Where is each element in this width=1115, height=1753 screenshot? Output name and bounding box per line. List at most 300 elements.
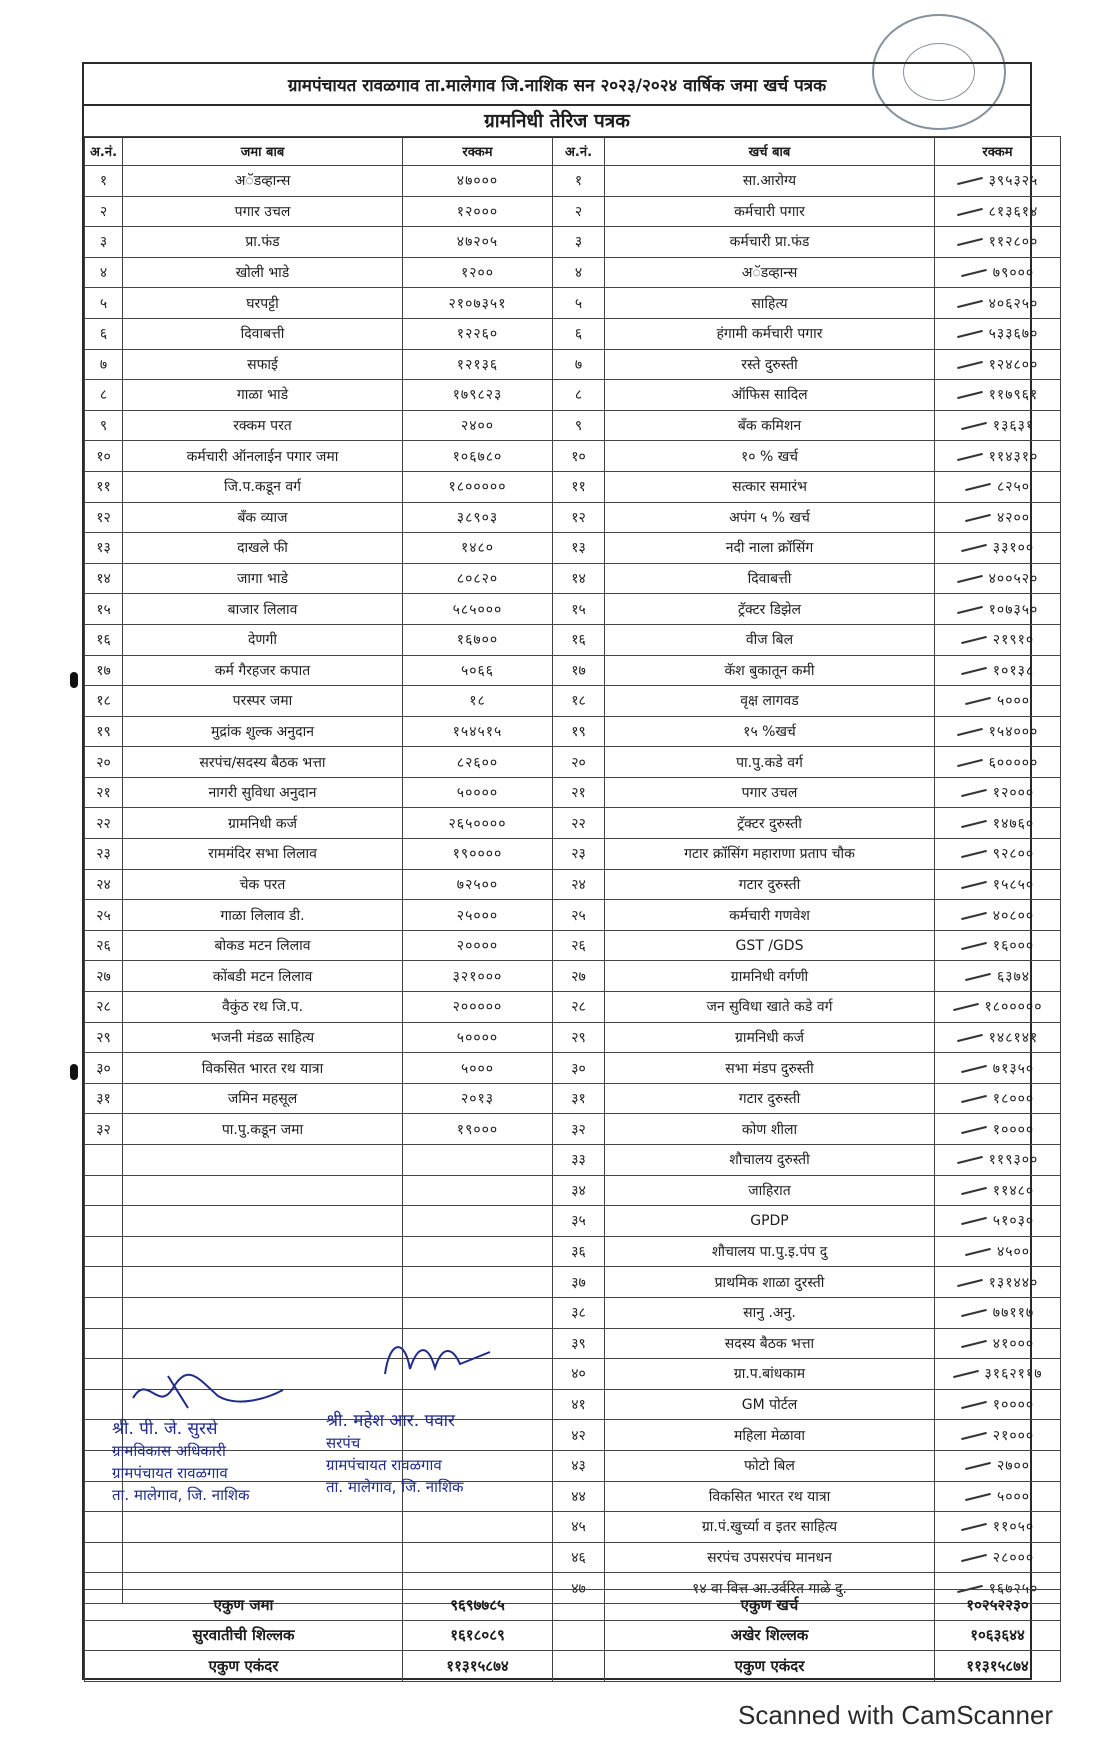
expense-head-cell: गटार क्रॉसिंग महाराणा प्रताप चौक xyxy=(605,839,935,870)
expense-head-cell: सदस्य बैठक भत्ता xyxy=(605,1328,935,1359)
check-tick-mark xyxy=(961,850,987,858)
expense-no-cell: १८ xyxy=(553,686,605,717)
income-no-cell xyxy=(85,1145,123,1176)
income-amount-cell: ५००० xyxy=(403,1053,553,1084)
income-amount-cell: १९००० xyxy=(403,1114,553,1145)
signatory-left-office: ग्रामपंचायत रावळगाव xyxy=(112,1464,228,1482)
expense-no-cell: २७ xyxy=(553,961,605,992)
expense-head-cell: विकसित भारत रथ यात्रा xyxy=(605,1481,935,1512)
expense-amount-cell xyxy=(935,471,1061,502)
income-amount-cell xyxy=(403,1175,553,1206)
expense-amount-cell xyxy=(935,716,1061,747)
expense-amount-value: १४७६० xyxy=(992,815,1035,832)
expense-amount-cell xyxy=(935,288,1061,319)
income-amount-cell: २०१३ xyxy=(403,1083,553,1114)
expense-amount-value: ६००००० xyxy=(988,754,1039,771)
ledger-row xyxy=(85,1175,1061,1206)
expense-amount-cell xyxy=(935,1450,1061,1481)
ledger-row xyxy=(85,777,1061,808)
income-head-cell: विकसित भारत रथ यात्रा xyxy=(123,1053,403,1084)
document-title: ग्रामपंचायत रावळगाव ता.मालेगाव जि.नाशिक सन २०२३/२०२४ वार्षिक जमा खर्च पत्रक xyxy=(84,64,1030,106)
ledger-row xyxy=(85,594,1061,625)
ledger-row xyxy=(85,1083,1061,1114)
expense-head-cell: GPDP xyxy=(605,1206,935,1237)
expense-head-cell: कर्मचारी पगार xyxy=(605,196,935,227)
expense-amount-cell xyxy=(935,930,1061,961)
grand-total-right-value: ११३१५८७४ xyxy=(935,1651,1061,1682)
income-amount-cell: ४७००० xyxy=(403,166,553,197)
income-no-cell xyxy=(85,1236,123,1267)
ledger-row xyxy=(85,1145,1061,1176)
expense-head-cell: GM पोर्टल xyxy=(605,1389,935,1420)
income-amount-cell: २४०० xyxy=(403,410,553,441)
signatory-left-place: ता. मालेगाव, जि. नाशिक xyxy=(112,1486,250,1504)
total-income-label: एकुण जमा xyxy=(85,1590,403,1621)
income-amount-cell xyxy=(403,1206,553,1237)
check-tick-mark xyxy=(961,820,987,828)
expense-amount-value: ४१००० xyxy=(992,1335,1035,1352)
income-head-cell: सरपंच/सदस्य बैठक भत्ता xyxy=(123,747,403,778)
income-amount-cell: २५००० xyxy=(403,900,553,931)
check-tick-mark xyxy=(957,238,983,246)
income-no-cell: ७ xyxy=(85,349,123,380)
income-no-cell xyxy=(85,1206,123,1237)
ledger-row xyxy=(85,655,1061,686)
check-tick-mark xyxy=(961,422,987,430)
income-head-cell: देणगी xyxy=(123,624,403,655)
income-head-cell: दिवाबत्ती xyxy=(123,318,403,349)
expense-no-cell: ३५ xyxy=(553,1206,605,1237)
signature-scrawl-left xyxy=(128,1368,288,1418)
expense-amount-value: २१००० xyxy=(992,1427,1035,1444)
income-amount-cell: २०००० xyxy=(403,930,553,961)
income-no-cell: १९ xyxy=(85,716,123,747)
income-no-cell: २० xyxy=(85,747,123,778)
expense-amount-cell xyxy=(935,166,1061,197)
expense-no-cell: ३९ xyxy=(553,1328,605,1359)
income-head-cell: खोली भाडे xyxy=(123,257,403,288)
header-income-no: अ.नं. xyxy=(85,137,123,166)
income-head-cell xyxy=(123,1206,403,1237)
income-head-cell xyxy=(123,1297,403,1328)
income-head-cell xyxy=(123,1175,403,1206)
expense-amount-cell xyxy=(935,1328,1061,1359)
income-head-cell: गाळा लिलाव डी. xyxy=(123,900,403,931)
income-head-cell: परस्पर जमा xyxy=(123,686,403,717)
income-no-cell: ४ xyxy=(85,257,123,288)
check-tick-mark xyxy=(953,1003,979,1011)
closing-balance-value: १०६३६४४ xyxy=(935,1620,1061,1651)
expense-no-cell: ३० xyxy=(553,1053,605,1084)
income-amount-cell: ३८९०३ xyxy=(403,502,553,533)
expense-amount-value: ८१३६१४ xyxy=(988,203,1039,220)
income-head-cell xyxy=(123,1145,403,1176)
income-amount-cell: १६७०० xyxy=(403,624,553,655)
income-head-cell: दाखले फी xyxy=(123,533,403,564)
income-amount-cell: १२२६० xyxy=(403,318,553,349)
expense-amount-cell xyxy=(935,655,1061,686)
expense-head-cell: शौचालय दुरुस्ती xyxy=(605,1145,935,1176)
check-tick-mark xyxy=(965,483,991,491)
expense-no-cell: ९ xyxy=(553,410,605,441)
income-no-cell: १ xyxy=(85,166,123,197)
income-head-cell xyxy=(123,1512,403,1543)
check-tick-mark xyxy=(961,1217,987,1225)
expense-amount-value: ६३७४ xyxy=(996,968,1031,985)
income-head-cell xyxy=(123,1542,403,1573)
income-amount-cell: १२१३६ xyxy=(403,349,553,380)
expense-head-cell: सभा मंडप दुरुस्ती xyxy=(605,1053,935,1084)
expense-no-cell: २५ xyxy=(553,900,605,931)
ledger-row xyxy=(85,1022,1061,1053)
expense-amount-value: ११४३१० xyxy=(988,448,1039,465)
expense-head-cell: हंगामी कर्मचारी पगार xyxy=(605,318,935,349)
expense-no-cell: ४० xyxy=(553,1359,605,1390)
expense-no-cell: २१ xyxy=(553,777,605,808)
expense-amount-cell xyxy=(935,686,1061,717)
closing-balance-label: अखेर शिल्लक xyxy=(605,1620,935,1651)
income-amount-cell: १८ xyxy=(403,686,553,717)
expense-no-cell: १६ xyxy=(553,624,605,655)
expense-no-cell: ४२ xyxy=(553,1420,605,1451)
expense-amount-value: ४००५२० xyxy=(988,571,1039,588)
income-no-cell: १५ xyxy=(85,594,123,625)
expense-amount-value: ११४८० xyxy=(992,1182,1035,1199)
check-tick-mark xyxy=(957,391,983,399)
expense-no-cell: ६ xyxy=(553,318,605,349)
expense-amount-cell xyxy=(935,1512,1061,1543)
expense-no-cell: ४५ xyxy=(553,1512,605,1543)
ledger-row xyxy=(85,380,1061,411)
check-tick-mark xyxy=(961,789,987,797)
income-no-cell: २८ xyxy=(85,992,123,1023)
ledger-row xyxy=(85,839,1061,870)
income-head-cell xyxy=(123,1328,403,1359)
income-no-cell: ३२ xyxy=(85,1114,123,1145)
expense-no-cell: ३२ xyxy=(553,1114,605,1145)
expense-amount-cell xyxy=(935,1389,1061,1420)
expense-head-cell: १५ %खर्च xyxy=(605,716,935,747)
income-no-cell: १३ xyxy=(85,533,123,564)
expense-no-cell: ११ xyxy=(553,471,605,502)
ledger-row xyxy=(85,166,1061,197)
expense-head-cell: १४ वा वित्त आ.उर्वरित गाळे दु. xyxy=(605,1573,935,1604)
ledger-row xyxy=(85,1328,1061,1359)
income-amount-cell: १८००००० xyxy=(403,471,553,502)
income-head-cell: बाजार लिलाव xyxy=(123,594,403,625)
income-no-cell: ८ xyxy=(85,380,123,411)
income-head-cell: कोंबडी मटन लिलाव xyxy=(123,961,403,992)
income-no-cell: २९ xyxy=(85,1022,123,1053)
income-amount-cell: ८२६०० xyxy=(403,747,553,778)
income-no-cell xyxy=(85,1359,123,1390)
ledger-row xyxy=(85,349,1061,380)
header-expense-no: अ.नं. xyxy=(553,137,605,166)
expense-amount-cell xyxy=(935,318,1061,349)
income-amount-cell xyxy=(403,1267,553,1298)
income-amount-cell: ५८५००० xyxy=(403,594,553,625)
check-tick-mark xyxy=(953,1370,979,1378)
expense-head-cell: गटार दुरुस्ती xyxy=(605,1083,935,1114)
check-tick-mark xyxy=(961,911,987,919)
grand-total-left-label: एकुण एकंदर xyxy=(85,1651,403,1682)
income-no-cell xyxy=(85,1512,123,1543)
expense-amount-value: ५१०३० xyxy=(992,1213,1035,1230)
opening-balance-value: १६१८०८९ xyxy=(403,1620,553,1651)
expense-amount-cell xyxy=(935,1053,1061,1084)
income-no-cell: ३० xyxy=(85,1053,123,1084)
income-amount-cell: १२००० xyxy=(403,196,553,227)
income-amount-cell: १४८० xyxy=(403,533,553,564)
check-tick-mark xyxy=(957,361,983,369)
expense-amount-cell xyxy=(935,992,1061,1023)
totals-row-1 xyxy=(85,1590,1061,1621)
income-amount-cell: ५०००० xyxy=(403,1022,553,1053)
income-head-cell: मुद्रांक शुल्क अनुदान xyxy=(123,716,403,747)
income-no-cell: २७ xyxy=(85,961,123,992)
expense-head-cell: साहित्य xyxy=(605,288,935,319)
income-no-cell: ३१ xyxy=(85,1083,123,1114)
expense-amount-value: ४५०० xyxy=(996,1244,1031,1261)
income-head-cell: कर्मचारी ऑनलाईन पगार जमा xyxy=(123,441,403,472)
expense-no-cell: ४६ xyxy=(553,1542,605,1573)
expense-amount-cell xyxy=(935,380,1061,411)
expense-amount-value: १३६३१ xyxy=(992,418,1035,435)
header-income-head: जमा बाब xyxy=(123,137,403,166)
expense-head-cell: जाहिरात xyxy=(605,1175,935,1206)
check-tick-mark xyxy=(961,1187,987,1195)
income-head-cell: वैकुंठ रथ जि.प. xyxy=(123,992,403,1023)
expense-amount-value: १६००० xyxy=(992,938,1035,955)
signatory-right-role: सरपंच xyxy=(326,1434,361,1452)
ledger-row xyxy=(85,1206,1061,1237)
expense-head-cell: सत्कार समारंभ xyxy=(605,471,935,502)
expense-amount-value: ५००० xyxy=(996,693,1031,710)
expense-amount-value: ५३३६७० xyxy=(988,326,1039,343)
expense-amount-cell xyxy=(935,563,1061,594)
expense-amount-cell xyxy=(935,1420,1061,1451)
signatory-left-role: ग्रामविकास अधिकारी xyxy=(112,1442,226,1460)
income-amount-cell: २१०७३५१ xyxy=(403,288,553,319)
expense-no-cell: ४७ xyxy=(553,1573,605,1604)
income-amount-cell: ७२५०० xyxy=(403,869,553,900)
expense-amount-value: २१९१० xyxy=(992,632,1035,649)
expense-amount-value: ४०६२५० xyxy=(988,295,1039,312)
income-amount-cell xyxy=(403,1236,553,1267)
check-tick-mark xyxy=(961,1309,987,1317)
expense-amount-value: १०००० xyxy=(992,1397,1035,1414)
signatory-right-place: ता. मालेगाव, जि. नाशिक xyxy=(326,1478,464,1496)
expense-head-cell: ग्रा.पं.खुर्च्या व इतर साहित्य xyxy=(605,1512,935,1543)
income-amount-cell xyxy=(403,1512,553,1543)
expense-head-cell: पगार उचल xyxy=(605,777,935,808)
check-tick-mark xyxy=(961,1554,987,1562)
income-head-cell: बँक व्याज xyxy=(123,502,403,533)
check-tick-mark xyxy=(961,1523,987,1531)
income-no-cell xyxy=(85,1542,123,1573)
ledger-row xyxy=(85,257,1061,288)
ledger-row xyxy=(85,196,1061,227)
income-no-cell: २१ xyxy=(85,777,123,808)
check-tick-mark xyxy=(961,667,987,675)
check-tick-mark xyxy=(957,1279,983,1287)
ledger-row xyxy=(85,1512,1061,1543)
income-no-cell: २२ xyxy=(85,808,123,839)
income-no-cell: १६ xyxy=(85,624,123,655)
expense-no-cell: १० xyxy=(553,441,605,472)
expense-head-cell: प्राथमिक शाळा दुरस्ती xyxy=(605,1267,935,1298)
expense-head-cell: ग्रामनिधी कर्ज xyxy=(605,1022,935,1053)
expense-amount-value: ११७९६१ xyxy=(988,387,1039,404)
expense-amount-value: १०७३५० xyxy=(988,601,1039,618)
expense-no-cell: २० xyxy=(553,747,605,778)
check-tick-mark xyxy=(965,1248,991,1256)
ledger-row xyxy=(85,318,1061,349)
ledger-header-row xyxy=(85,137,1061,166)
ledger-row xyxy=(85,869,1061,900)
ledger-row xyxy=(85,533,1061,564)
income-amount-cell: २००००० xyxy=(403,992,553,1023)
expense-head-cell: वीज बिल xyxy=(605,624,935,655)
total-expense-label: एकुण खर्च xyxy=(605,1590,935,1621)
expense-no-cell: २९ xyxy=(553,1022,605,1053)
expense-no-cell: २२ xyxy=(553,808,605,839)
ledger-row xyxy=(85,1542,1061,1573)
expense-head-cell: पा.पु.कडे वर्ग xyxy=(605,747,935,778)
expense-amount-cell xyxy=(935,410,1061,441)
expense-amount-cell xyxy=(935,1022,1061,1053)
binder-hole-mark xyxy=(70,672,78,688)
expense-amount-cell xyxy=(935,1114,1061,1145)
signatory-right-name: श्री. महेश आर. पवार xyxy=(326,1411,456,1431)
expense-head-cell: सरपंच उपसरपंच मानधन xyxy=(605,1542,935,1573)
expense-no-cell: १४ xyxy=(553,563,605,594)
income-no-cell: २३ xyxy=(85,839,123,870)
expense-head-cell: ट्रॅक्टर दुरुस्ती xyxy=(605,808,935,839)
expense-amount-value: १२००० xyxy=(992,785,1035,802)
expense-head-cell: महिला मेळावा xyxy=(605,1420,935,1451)
ledger-row xyxy=(85,1267,1061,1298)
expense-no-cell: ३७ xyxy=(553,1267,605,1298)
expense-head-cell: बँक कमिशन xyxy=(605,410,935,441)
totals-table xyxy=(84,1589,1061,1682)
check-tick-mark xyxy=(961,1064,987,1072)
expense-head-cell: सानु .अनु. xyxy=(605,1297,935,1328)
expense-amount-value: ४२०० xyxy=(996,509,1031,526)
check-tick-mark xyxy=(961,1401,987,1409)
expense-amount-value: ११०५० xyxy=(992,1519,1035,1536)
income-head-cell: भजनी मंडळ साहित्य xyxy=(123,1022,403,1053)
income-no-cell: २ xyxy=(85,196,123,227)
expense-amount-value: १८००००० xyxy=(984,999,1043,1016)
expense-amount-value: १०१३८ xyxy=(992,662,1035,679)
expense-head-cell: रस्ते दुरुस्ती xyxy=(605,349,935,380)
check-tick-mark xyxy=(957,758,983,766)
expense-amount-cell xyxy=(935,502,1061,533)
expense-amount-cell xyxy=(935,777,1061,808)
income-no-cell xyxy=(85,1297,123,1328)
totals-row-2 xyxy=(85,1620,1061,1651)
ledger-row xyxy=(85,563,1061,594)
expense-no-cell: ३३ xyxy=(553,1145,605,1176)
check-tick-mark xyxy=(961,1432,987,1440)
ledger-row xyxy=(85,900,1061,931)
income-head-cell: जागा भाडे xyxy=(123,563,403,594)
check-tick-mark xyxy=(961,544,987,552)
expense-amount-value: १८००० xyxy=(992,1091,1035,1108)
income-no-cell: २५ xyxy=(85,900,123,931)
check-tick-mark xyxy=(961,1126,987,1134)
expense-amount-value: ७१३५० xyxy=(992,1060,1035,1077)
expense-no-cell: २८ xyxy=(553,992,605,1023)
expense-amount-cell xyxy=(935,1175,1061,1206)
expense-amount-value: १३१४४० xyxy=(988,1274,1039,1291)
income-no-cell: १४ xyxy=(85,563,123,594)
income-head-cell: गाळा भाडे xyxy=(123,380,403,411)
expense-no-cell: १५ xyxy=(553,594,605,625)
expense-amount-cell xyxy=(935,808,1061,839)
expense-head-cell: कॅश बुकातून कमी xyxy=(605,655,935,686)
income-no-cell xyxy=(85,1267,123,1298)
expense-head-cell: फोटो बिल xyxy=(605,1450,935,1481)
income-no-cell: १७ xyxy=(85,655,123,686)
income-amount-cell: १७९८२३ xyxy=(403,380,553,411)
expense-no-cell: १३ xyxy=(553,533,605,564)
expense-no-cell: ४४ xyxy=(553,1481,605,1512)
expense-amount-cell xyxy=(935,747,1061,778)
totals-spacer xyxy=(553,1590,605,1621)
expense-amount-cell xyxy=(935,1236,1061,1267)
check-tick-mark xyxy=(957,605,983,613)
header-expense-amount: रक्कम xyxy=(935,137,1061,166)
expense-amount-cell xyxy=(935,533,1061,564)
ledger-row xyxy=(85,288,1061,319)
expense-head-cell: सा.आरोग्य xyxy=(605,166,935,197)
expense-amount-value: ११२८०० xyxy=(988,234,1039,251)
check-tick-mark xyxy=(965,1493,991,1501)
ledger-row xyxy=(85,961,1061,992)
expense-head-cell: GST /GDS xyxy=(605,930,935,961)
expense-no-cell: ३४ xyxy=(553,1175,605,1206)
expense-head-cell: अॅडव्हान्स xyxy=(605,257,935,288)
ledger-row xyxy=(85,716,1061,747)
ledger-row xyxy=(85,808,1061,839)
expense-head-cell: कर्मचारी प्रा.फंड xyxy=(605,227,935,258)
income-head-cell: पगार उचल xyxy=(123,196,403,227)
expense-no-cell: १७ xyxy=(553,655,605,686)
expense-no-cell: १२ xyxy=(553,502,605,533)
check-tick-mark xyxy=(957,330,983,338)
income-amount-cell: ३२१००० xyxy=(403,961,553,992)
expense-amount-value: १६७२५० xyxy=(988,1580,1039,1597)
expense-amount-value: ७७११७ xyxy=(992,1305,1035,1322)
check-tick-mark xyxy=(961,881,987,889)
expense-no-cell: २ xyxy=(553,196,605,227)
expense-amount-cell xyxy=(935,1297,1061,1328)
expense-no-cell: ३१ xyxy=(553,1083,605,1114)
expense-amount-cell xyxy=(935,227,1061,258)
total-expense-value: १०२५२२३० xyxy=(935,1590,1061,1621)
income-amount-cell: १२०० xyxy=(403,257,553,288)
expense-amount-cell xyxy=(935,1206,1061,1237)
income-head-cell: चेक परत xyxy=(123,869,403,900)
opening-balance-label: सुरवातीची शिल्लक xyxy=(85,1620,403,1651)
totals-spacer xyxy=(553,1620,605,1651)
check-tick-mark xyxy=(957,1034,983,1042)
ledger-row xyxy=(85,502,1061,533)
check-tick-mark xyxy=(961,1095,987,1103)
ledger-row xyxy=(85,1053,1061,1084)
